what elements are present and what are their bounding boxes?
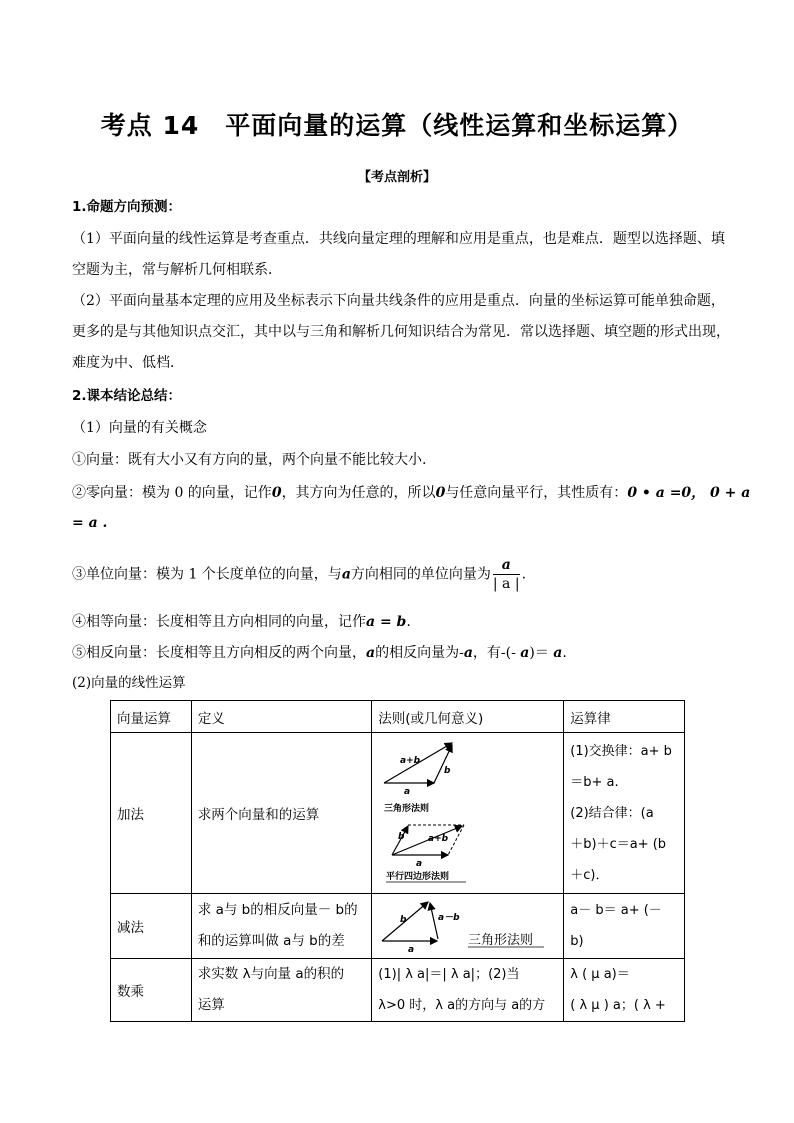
label-apb: a+b xyxy=(400,756,421,766)
law-line: ＋b)＋c＝a+ (b xyxy=(570,836,667,852)
concept-item-equal-vectors xyxy=(72,612,722,632)
fraction-numerator: a xyxy=(493,556,520,575)
label-a: a xyxy=(404,787,411,797)
subtraction-figure xyxy=(372,894,562,954)
law-line: λ ( μ a)＝ xyxy=(570,967,630,982)
label-b: b xyxy=(398,832,405,842)
section-subtitle: 【考点剖析】 xyxy=(357,170,436,185)
header-cell: 向量运算 xyxy=(111,701,192,733)
text: ②零向量：模为 0 的向量，记作 xyxy=(72,485,272,501)
table-row xyxy=(111,733,685,894)
op-cell: 数乘 xyxy=(111,959,192,1022)
law-cell: a－ b＝ a+ (－ b) xyxy=(564,894,685,959)
law-line: ＝b+ a. xyxy=(570,774,619,790)
text: . xyxy=(562,645,567,661)
parallelogram-rule-caption: 平行四边形法则 xyxy=(386,872,450,882)
table-header-row xyxy=(111,701,685,733)
heading-2: 2.课本结论总结： xyxy=(72,388,182,404)
triangle-rule-caption: 三角形法则 xyxy=(468,933,534,948)
fraction-denominator: | a | xyxy=(492,576,520,592)
concept-item-zero-vector xyxy=(72,483,751,503)
op-cell: 加法 xyxy=(111,733,192,894)
addition-figures xyxy=(372,733,562,889)
label-b: b xyxy=(400,915,407,925)
law-line: (2)结合律：(a xyxy=(570,805,654,821)
header-cell: 运算律 xyxy=(564,701,685,733)
page-title: 考点 14 平面向量的运算（线性运算和坐标运算） xyxy=(100,111,694,140)
rule-cell xyxy=(372,959,564,1022)
def-line: 和的运算叫做 a与 b的差 xyxy=(197,933,345,949)
law-line: (1)交换律：a+ b xyxy=(570,743,672,759)
law-cell xyxy=(564,733,685,894)
header-cell: 法则(或几何意义) xyxy=(372,701,564,733)
def-line: 求 a与 b的相反向量－ b的 xyxy=(197,902,358,918)
unit-vector-fraction xyxy=(493,556,520,593)
zero-formula: 0 • a =0， 0 + a xyxy=(627,485,751,501)
subheading: （1）向量的有关概念 xyxy=(72,420,207,436)
text: )＝ xyxy=(529,645,549,661)
vector-a: a xyxy=(520,645,530,661)
text: 与任意向量平行，其性质有： xyxy=(445,485,628,501)
zero-symbol: 0 xyxy=(435,485,446,501)
concept-item-opposite-vectors xyxy=(72,643,722,663)
def-line: 运算 xyxy=(197,997,225,1013)
triangle-rule-caption: 三角形法则 xyxy=(384,804,430,814)
text: ③单位向量：模为 1 个长度单位的向量，与 xyxy=(72,566,342,583)
rule-line: λ>0 时，λ a的方向与 a的方 xyxy=(378,998,546,1013)
concept-item-unit-vector xyxy=(72,556,722,593)
zero-formula-cont: = a . xyxy=(72,515,108,531)
op-cell: 减法 xyxy=(111,894,192,959)
linear-operations-table xyxy=(110,700,685,1022)
text: ，其方向为任意的，所以 xyxy=(281,485,436,501)
header-cell: 定义 xyxy=(191,701,371,733)
subheading: (2)向量的线性运算 xyxy=(72,675,186,691)
text: 的相反向量为- xyxy=(375,645,464,661)
law-line: ( λ μ ) a；( λ + xyxy=(570,998,666,1013)
label-a: a xyxy=(408,945,415,954)
dashed-edge xyxy=(448,825,464,855)
vector-a: a xyxy=(341,566,351,583)
label-apb: a+b xyxy=(428,834,449,844)
text: . xyxy=(521,566,527,583)
equal-formula: a = b xyxy=(366,614,407,630)
zero-symbol: 0 xyxy=(271,485,282,501)
rule-line: (1)| λ a|＝| λ a|；(2)当 xyxy=(378,967,520,982)
concept-item-vector: ①向量：既有大小又有方向的量，两个向量不能比较大小. xyxy=(72,452,427,468)
label-a: a xyxy=(416,859,423,869)
text: . xyxy=(406,614,411,630)
def-cell xyxy=(191,959,371,1022)
def-line: 求实数 λ与向量 a的积的 xyxy=(197,966,345,982)
law-line: ＋c)． xyxy=(570,867,609,883)
label-b: b xyxy=(444,766,451,776)
def-cell xyxy=(191,894,371,959)
text: ④相等向量：长度相等且方向相同的向量，记作 xyxy=(72,614,366,630)
paragraph-line: 空题为主，常与解析几何相联系． xyxy=(72,262,282,278)
paragraph-line: 更多的是与其他知识点交汇，其中以与三角和解析几何知识结合为常见．常以选择题、填空题的形式出现， xyxy=(72,324,730,340)
text: ⑤相反向量：长度相等且方向相反的两个向量， xyxy=(72,645,366,661)
heading-1: 1.命题方向预测： xyxy=(72,199,182,215)
rule-cell xyxy=(372,733,564,894)
text: 方向相同的单位向量为 xyxy=(350,566,491,583)
text: ，有-(- xyxy=(472,645,516,661)
paragraph-line: 难度为中、低档． xyxy=(72,355,184,371)
def-cell: 求两个向量和的运算 xyxy=(191,733,371,894)
paragraph-line: （2）平面向量基本定理的应用及坐标表示下向量共线条件的应用是重点．向量的坐标运算可能单独命题， xyxy=(72,293,725,309)
label-amb: a－b xyxy=(438,913,460,923)
rule-cell xyxy=(372,894,564,959)
paragraph-line: （1）平面向量的线性运算是考查重点．共线向量定理的理解和应用是重点，也是难点．题型以选择题、填 xyxy=(72,231,725,247)
vector-a: a xyxy=(553,645,563,661)
vector-a: a xyxy=(463,645,473,661)
vector-b-arrow xyxy=(434,745,452,783)
table-row xyxy=(111,959,685,1022)
vector-a: a xyxy=(366,645,376,661)
vector-amb-arrow xyxy=(430,903,438,939)
table-row xyxy=(111,894,685,959)
law-cell xyxy=(564,959,685,1022)
